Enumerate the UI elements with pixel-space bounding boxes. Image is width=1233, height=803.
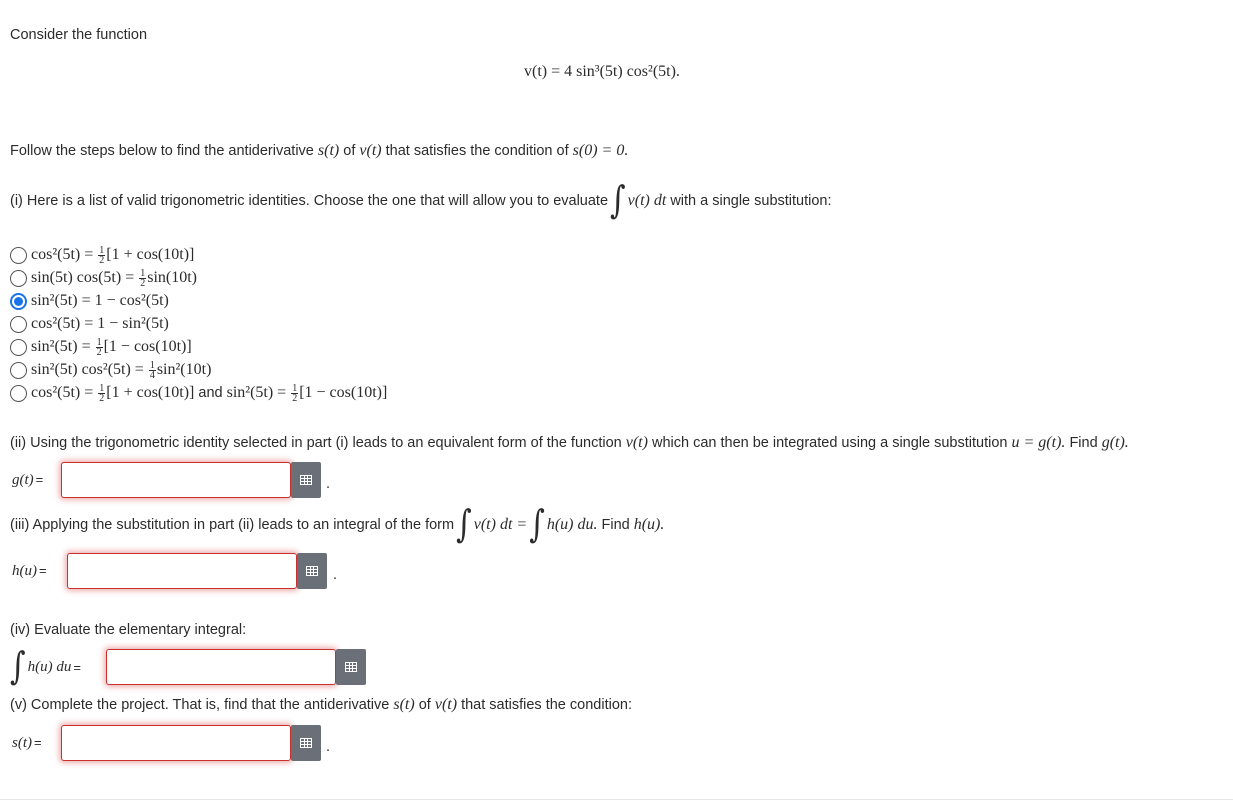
part-iii-prompt-text: (iii) Applying the substitution in part (ii) leads to an integral of the form: [10, 517, 455, 533]
h-answer-input[interactable]: [67, 553, 297, 589]
g-keypad-button[interactable]: [291, 462, 321, 498]
radio-button[interactable]: [10, 385, 27, 402]
identity-option[interactable]: [10, 382, 387, 404]
fraction-numerator: 1: [149, 359, 155, 371]
identity-lhs: cos²(5t) =: [31, 383, 98, 401]
h-label: [12, 563, 47, 580]
radio-button[interactable]: [10, 362, 27, 379]
part-ii-prompt-text: (ii) Using the trigonometric identity selected in part (i) leads to an equivalent form of the function: [10, 435, 622, 451]
radio-button[interactable]: [10, 293, 27, 310]
part-i-integral: v(t) dt: [627, 192, 667, 209]
fraction-denominator: 4: [149, 369, 155, 381]
s-of-t: s(t): [317, 142, 340, 159]
identity-expression: [31, 338, 192, 357]
g-answer-input[interactable]: [61, 462, 291, 498]
integral-keypad-button[interactable]: [336, 649, 366, 685]
radio-button[interactable]: [10, 316, 27, 333]
fraction-denominator: 2: [96, 346, 102, 358]
part-v-v-of-t: v(t): [434, 696, 458, 713]
h-label-math: h(u): [12, 563, 37, 579]
integral-label-math: h(u) du: [27, 658, 72, 675]
identity-lhs: sin²(5t) cos²(5t) =: [31, 360, 148, 378]
identity-expression: [31, 246, 194, 265]
integral-sign: ∫: [610, 178, 626, 223]
part-iii-prompt: [10, 502, 665, 547]
identity-extra-lhs: sin²(5t) =: [226, 383, 291, 401]
v-of-t: v(t): [359, 142, 382, 159]
fraction-denominator: 2: [292, 392, 298, 404]
part-v-s-of-t: s(t): [393, 696, 415, 713]
g-label-math: g(t): [12, 472, 34, 488]
h-keypad-button[interactable]: [297, 553, 327, 589]
fraction-numerator: 1: [292, 382, 298, 394]
part-v-prompt-text: (v) Complete the project. That is, find that the antiderivative: [10, 697, 390, 713]
fraction-numerator: 1: [96, 336, 102, 348]
identity-lhs: cos²(5t) =: [31, 245, 98, 263]
identity-fraction: [98, 246, 105, 265]
fraction-denominator: 2: [99, 254, 105, 266]
integral-label-eq: =: [73, 659, 81, 675]
identity-expression: [31, 384, 387, 403]
identity-lhs: cos²(5t) = 1 − sin²(5t): [31, 315, 169, 332]
g-period: .: [326, 476, 331, 492]
identity-expression: [31, 269, 197, 288]
part-v-prompt: [10, 696, 632, 714]
part-iii-target: h(u).: [633, 516, 665, 533]
identity-rhs: [1 + cos(10t)]: [106, 383, 195, 401]
radio-button[interactable]: [10, 339, 27, 356]
condition-text: that satisfies the condition of: [385, 143, 569, 159]
instructions: [10, 142, 628, 160]
identity-expression: [31, 292, 169, 310]
fraction-denominator: 2: [140, 277, 146, 289]
part-ii-mid: which can then be integrated using a single substitution: [651, 435, 1008, 451]
part-iv-prompt: (iv) Evaluate the elementary integral:: [10, 622, 247, 638]
s-label-math: s(t): [12, 735, 32, 751]
fraction-numerator: 1: [99, 244, 105, 256]
integral-sign: ∫: [529, 502, 545, 547]
condition: s(0) = 0.: [572, 142, 629, 159]
part-i-prompt: [10, 178, 832, 223]
identity-option[interactable]: [10, 336, 192, 358]
part-ii-sub: u = g(t).: [1011, 434, 1066, 451]
bottom-divider: [0, 799, 1233, 800]
keypad-icon: [300, 738, 312, 748]
keypad-icon: [300, 475, 312, 485]
identity-option[interactable]: [10, 313, 169, 335]
fraction-denominator: 2: [99, 392, 105, 404]
part-iii-rhs: h(u) du.: [546, 516, 598, 533]
part-ii-find: Find: [1069, 435, 1098, 451]
integral-label: [10, 644, 81, 689]
identity-option[interactable]: [10, 267, 197, 289]
of-text: of: [343, 143, 356, 159]
identity-rhs: [1 − cos(10t)]: [103, 337, 192, 355]
integral-sign: ∫: [10, 644, 26, 689]
fraction-numerator: 1: [140, 267, 146, 279]
keypad-icon: [306, 566, 318, 576]
radio-button[interactable]: [10, 247, 27, 264]
s-label: [12, 735, 42, 752]
part-v-suffix: that satisfies the condition:: [461, 697, 632, 713]
part-iii-find: Find: [601, 517, 630, 533]
g-label: [12, 472, 43, 489]
s-answer-input[interactable]: [61, 725, 291, 761]
identity-extra-rhs: [1 − cos(10t)]: [299, 383, 388, 401]
identity-lhs: sin²(5t) =: [31, 337, 95, 355]
part-i-prompt-text: (i) Here is a list of valid trigonometric identities. Choose the one that will allow you to evaluate: [10, 193, 609, 209]
g-label-eq: =: [35, 472, 44, 487]
identity-fraction: [139, 269, 146, 288]
radio-button[interactable]: [10, 270, 27, 287]
h-label-eq: =: [39, 563, 47, 578]
identity-fraction: [96, 338, 103, 357]
identity-expression: [31, 361, 211, 380]
identity-rhs: sin²(10t): [156, 360, 212, 378]
intro-text: Consider the function: [10, 27, 148, 43]
identity-rhs: sin(10t): [147, 268, 198, 286]
part-i-suffix: with a single substitution:: [670, 193, 832, 209]
s-period: .: [326, 739, 331, 755]
identity-extra-fraction: [291, 384, 298, 403]
identity-option[interactable]: [10, 244, 194, 266]
part-ii-target: g(t).: [1101, 434, 1129, 451]
identity-rhs: [1 + cos(10t)]: [106, 245, 195, 263]
instructions-text: Follow the steps below to find the antiderivative: [10, 143, 314, 159]
identity-expression: [31, 315, 169, 333]
integral-answer-input[interactable]: [106, 649, 336, 685]
identity-option[interactable]: [10, 290, 169, 312]
part-iii-lhs: v(t) dt =: [473, 516, 528, 533]
identity-lhs: sin²(5t) = 1 − cos²(5t): [31, 292, 169, 309]
identity-connector: and: [194, 384, 227, 401]
s-keypad-button[interactable]: [291, 725, 321, 761]
part-v-of: of: [418, 697, 431, 713]
integral-sign: ∫: [456, 502, 472, 547]
identity-fraction: [98, 384, 105, 403]
part-ii-v-of-t: v(t): [625, 434, 648, 451]
h-period: .: [333, 567, 338, 583]
identity-option[interactable]: [10, 359, 211, 381]
identity-lhs: sin(5t) cos(5t) =: [31, 268, 139, 286]
identity-fraction: [149, 361, 156, 380]
fraction-numerator: 1: [99, 382, 105, 394]
part-ii-prompt: [10, 434, 1129, 452]
function-display: v(t) = 4 sin³(5t) cos²(5t).: [524, 63, 680, 80]
s-label-eq: =: [34, 735, 42, 750]
keypad-icon: [345, 662, 357, 672]
